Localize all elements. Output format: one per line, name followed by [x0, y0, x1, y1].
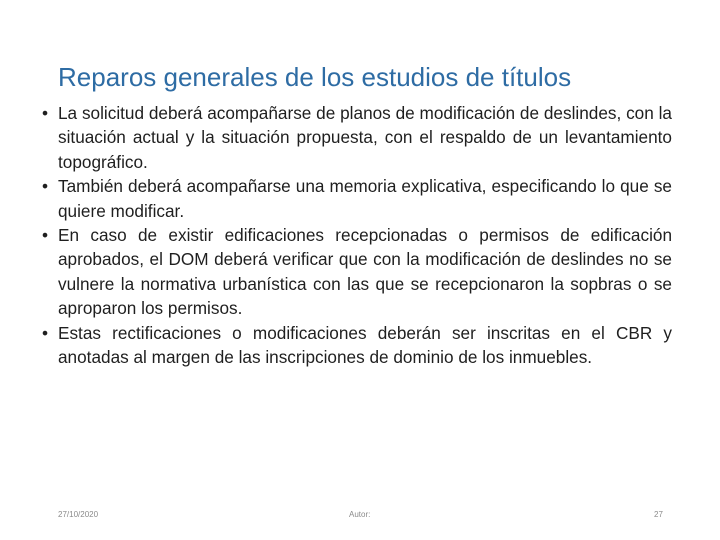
bullet-icon: • [42, 176, 49, 197]
footer-author: Autor: [349, 510, 371, 519]
list-item-text: En caso de existir edificaciones recepcionadas o permisos de edificación aprobados, el DOM deberá verificar que con la modificación de deslindes no se vulnere la normativa urbanística con las que se recepcionaron la sopbras o se aproparon los permisos. [58, 225, 672, 319]
bullet-list [42, 101, 672, 369]
page-number: 27 [654, 510, 663, 519]
list-item [42, 321, 672, 370]
bullet-icon: • [42, 322, 49, 343]
list-item [42, 223, 672, 321]
bullet-icon: • [42, 103, 49, 123]
slide-title: Reparos generales de los estudios de títulos [58, 62, 572, 92]
list-item [42, 101, 672, 174]
list-item-text: Estas rectificaciones o modificaciones deberán ser inscritas en el CBR y anotadas al margen de las inscripciones de dominio de los inmuebles. [58, 322, 672, 368]
list-item-text: La solicitud deberá acompañarse de planos de modificación de deslindes, con la situación actual y la situación propuesta, con el respaldo de un levantamiento topográfico. [58, 103, 672, 172]
bullet-icon: • [42, 225, 49, 246]
list-item [42, 174, 672, 223]
list-item-text: También deberá acompañarse una memoria explicativa, especificando lo que se quiere modificar. [58, 176, 672, 221]
footer-date: 27/10/2020 [58, 510, 99, 519]
